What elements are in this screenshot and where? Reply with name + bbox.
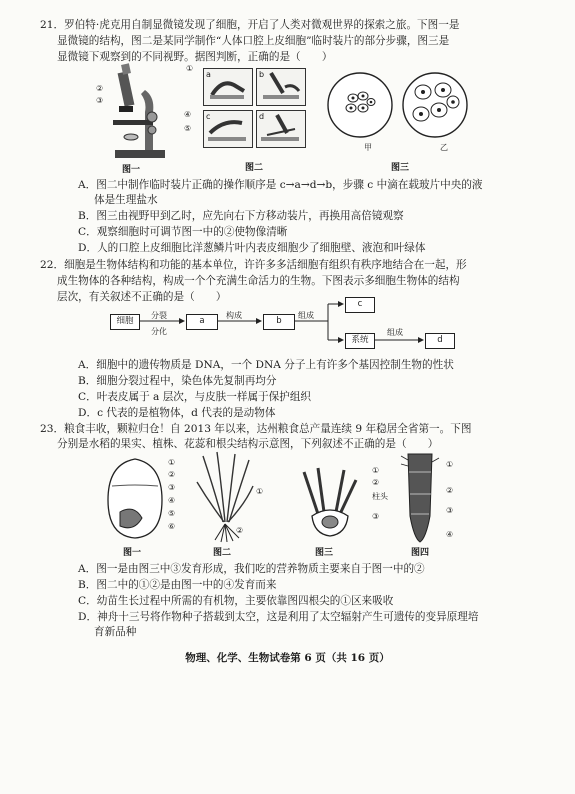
seed-label-1: ① bbox=[168, 458, 176, 467]
rice-flower-figure bbox=[290, 464, 370, 540]
seed-label-4: ④ bbox=[168, 496, 176, 505]
micro-label-5: ⑤ bbox=[184, 124, 192, 133]
step-label-a: a bbox=[206, 70, 211, 79]
q21-option-a[interactable]: A．图二中制作临时装片正确的操作顺序是 c→a→d→b，步骤 c 中滴在载玻片中央的液 bbox=[78, 179, 483, 191]
root-label-4: ④ bbox=[446, 530, 454, 539]
q21-option-a-cont: 体是生理盐水 bbox=[94, 194, 158, 206]
seed-label-6: ⑥ bbox=[168, 522, 176, 531]
flow-d-box: d bbox=[425, 333, 455, 349]
q22-stem-line-1: 22．细胞是生物体结构和功能的基本单位，许许多多活细胞有组织有秩序地结合在一起，形 bbox=[40, 259, 467, 271]
q23-stem-line-1: 23．粮食丰收，颗粒归仓！自 2013 年以来，达州粮食总产量连续 9 年稳居全省第一。下图 bbox=[40, 423, 472, 435]
flow-arrow1-bottom-label: 分化 bbox=[151, 327, 167, 336]
q21-stem-line-3: 显微镜下观察到的不同视野。据图判断，正确的是（ ） bbox=[57, 51, 333, 63]
flow-cell-box: 细胞 bbox=[110, 314, 140, 330]
flow-arrow2-label: 构成 bbox=[226, 311, 242, 320]
flow-c-box: c bbox=[345, 297, 375, 313]
micro-label-2: ② bbox=[96, 84, 104, 93]
seed-label-5: ⑤ bbox=[168, 509, 176, 518]
q21-option-d[interactable]: D．人的口腔上皮细胞比洋葱鳞片叶内表皮细胞少了细胞壁、液泡和叶绿体 bbox=[78, 242, 426, 254]
rice-plant-figure bbox=[195, 452, 255, 544]
q23-fig1-caption: 图一 bbox=[123, 548, 142, 558]
flow-system-box: 系统 bbox=[345, 333, 375, 349]
root-label-1: ① bbox=[446, 460, 454, 469]
view-label-yi: 乙 bbox=[440, 143, 448, 152]
micro-label-3: ③ bbox=[96, 96, 104, 105]
q23-option-d[interactable]: D．神舟十三号将作物种子搭载到太空，这是利用了太空辐射产生可遗传的变异原理培 bbox=[78, 611, 479, 623]
root-label-3: ③ bbox=[446, 506, 454, 515]
step-label-d: d bbox=[259, 112, 265, 121]
flower-label-3: ③ bbox=[372, 512, 380, 521]
micro-label-1: ① bbox=[186, 64, 194, 73]
q21-fig2-caption: 图二 bbox=[245, 163, 264, 173]
flower-label-1: ① bbox=[372, 466, 380, 475]
q23-option-b[interactable]: B．图二中的①②是由图一中的④发育而来 bbox=[78, 579, 277, 591]
q23-option-a[interactable]: A．图一是由图三中③发育形成，我们吃的营养物质主要来自于图一中的② bbox=[78, 563, 425, 575]
q22-stem-line-3: 层次，有关叙述不正确的是（ ） bbox=[57, 291, 227, 303]
root-label-2: ② bbox=[446, 486, 454, 495]
q22-stem-line-2: 成生物体的各种结构，构成一个个充满生命活力的生物。下图表示多细胞生物体的结构 bbox=[57, 275, 460, 287]
q23-fig3-caption: 图三 bbox=[315, 548, 334, 558]
root-tip-figure bbox=[400, 452, 440, 544]
step-label-b: b bbox=[259, 70, 265, 79]
q23-stem-line-2: 分别是水稻的果实、植株、花蕊和根尖结构示意图，下列叙述不正确的是（ ） bbox=[57, 438, 439, 450]
q22-option-c[interactable]: C．叶表皮属于 a 层次，与皮肤一样属于保护组织 bbox=[78, 391, 312, 403]
seed-label-2: ② bbox=[168, 470, 176, 479]
flower-label-stigma: 柱头 bbox=[372, 492, 388, 501]
q21-option-c[interactable]: C．观察细胞时可调节图一中的②使物像清晰 bbox=[78, 226, 288, 238]
flow-arrow4-label: 组成 bbox=[387, 328, 403, 337]
q21-option-b[interactable]: B．图三由视野甲到乙时，应先向右下方移动装片，再换用高倍镜观察 bbox=[78, 210, 404, 222]
q21-fig3-caption: 图三 bbox=[391, 163, 410, 173]
q21-fig1-caption: 图一 bbox=[122, 165, 141, 175]
flow-a-box: a bbox=[186, 314, 218, 330]
page-footer: 物理、化学、生物试卷第 6 页（共 16 页） bbox=[185, 652, 390, 664]
flow-arrow1-top-label: 分裂 bbox=[151, 311, 167, 320]
q22-option-b[interactable]: B．细胞分裂过程中，染色体先复制再均分 bbox=[78, 375, 277, 387]
flow-arrow3-label: 组成 bbox=[298, 311, 314, 320]
q22-option-d[interactable]: D．c 代表的是植物体，d 代表的是动物体 bbox=[78, 407, 276, 419]
plant-label-2: ② bbox=[236, 526, 244, 535]
q23-option-d-cont: 育新品种 bbox=[94, 626, 137, 638]
q23-fig2-caption: 图二 bbox=[213, 548, 232, 558]
q21-stem-line-1: 21．罗伯特·虎克用自制显微镜发现了细胞，开启了人类对微观世界的探索之旅。下图一是 bbox=[40, 19, 460, 31]
rice-seed-figure bbox=[100, 456, 170, 542]
q22-option-a[interactable]: A．细胞中的遗传物质是 DNA，一个 DNA 分子上有许多个基因控制生物的性状 bbox=[78, 359, 454, 371]
view-label-jia: 甲 bbox=[364, 143, 372, 152]
seed-label-3: ③ bbox=[168, 483, 176, 492]
plant-label-1: ① bbox=[256, 487, 264, 496]
q23-option-c[interactable]: C．幼苗生长过程中所需的有机物，主要依靠图四根尖的①区来吸收 bbox=[78, 595, 394, 607]
step-label-c: c bbox=[206, 112, 211, 121]
micro-label-4: ④ bbox=[184, 110, 192, 119]
flow-b-box: b bbox=[263, 314, 295, 330]
q21-stem-line-2: 显微镜的结构，图二是某同学制作“人体口腔上皮细胞”临时装片的部分步骤，图三是 bbox=[57, 35, 450, 47]
flower-label-2: ② bbox=[372, 478, 380, 487]
q23-fig4-caption: 图四 bbox=[411, 548, 430, 558]
